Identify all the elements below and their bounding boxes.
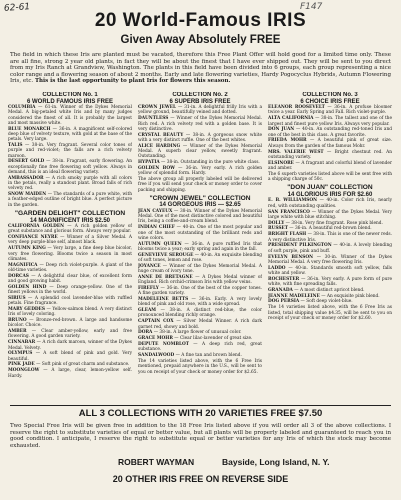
iris-entry: MAGNIFICA — Deep rich violet-purple. A giant of the old-time varieties. [8, 262, 132, 273]
item-list [268, 105, 392, 171]
iris-entry: CONFIANCE NEYRE — Winner of a Silver Medal. A very deep purple-blue self, almost black. [8, 235, 132, 246]
iris-description: Bronze-red-brown. A large and handsome bicolor. Choice. [8, 318, 132, 329]
iris-entry: CALIFORNIA GOLDEN — A rich golden yellow of great substance and glorious form. Always very popular. [8, 224, 132, 235]
iris-name: PRESIDENT PILKINGTON [268, 243, 332, 249]
iris-entry: PINK JADE — Soft pink of great charm and substance. [8, 362, 130, 368]
intro-emphasis: This is the last opportunity to plant Iris for flowers this season. [34, 78, 231, 85]
iris-description: A fine tan and brown blend. [181, 353, 242, 359]
item-list [8, 224, 132, 379]
iris-name: CONFIANCE NEYRE [8, 235, 58, 241]
iris-description: 38-in. Very fragrant. Several color tones of purple and red-violet; the falls are a rich velvety maroon. [8, 143, 132, 159]
iris-name: BLUE MONARCH [8, 126, 51, 132]
item-list [138, 209, 262, 358]
iris-entry: COLUMBIA — 61-in. Winner of the Dykes Memorial Medal. A big-petaled white Iris and by many judges considered the finest of all. It is probably the largest and most massive white. [8, 105, 132, 126]
iris-entry: CRYSTAL BEAUTY — 38-in. A gorgeous snow white with a very distinct ruffle. One of the best whites. [138, 132, 262, 143]
iris-entry: RUSSET — 36-in. A beautiful red-brown blend. [268, 226, 372, 232]
iris-description: A rich dark maroon, winner of the Dykes Medal. Velvety. [8, 340, 132, 351]
iris-entry: SNOW MAIDEN — The standards of a pure white, with a feather-edged outline of bright blue. A perfect picture in the garden. [8, 192, 132, 208]
offer-note: The above group all properly labeled will be delivered free if you will send your check or money order to cover packing and shipping. [138, 177, 262, 193]
iris-entry: EVELYN BENSON — 30-in. Winner of the Dykes Memorial Medal. A very free flowering Iris. [268, 254, 392, 265]
iris-name: EVELYN BENSON [268, 254, 314, 260]
iris-description: A deep rich red, great substance. [138, 342, 262, 353]
iris-entry: MADELEINE BETTS — 36-in. Early. A very lovely blend of pink and old rose, with a wide spread. [138, 297, 262, 308]
iris-description: Yellow-salmon blend. A very distinct Iris of lovely coloring. [8, 307, 132, 318]
iris-name: GRANADA [268, 287, 293, 293]
iris-name: CROWN JEWEL [138, 105, 176, 111]
iris-name: PINK JADE [8, 362, 35, 368]
iris-name: COLUMBIA [8, 105, 36, 111]
iris-entry: HYPATIA — 38-in. Outstanding in the pure white class. [138, 160, 260, 166]
iris-description: A splendid cool lavender-blue with ruffled petals. Fine fragrance. [8, 295, 132, 307]
iris-entry: AMBASSADOR — A rich smoky purple with all colors in the petals, really a standout plant. Broad falls of rich velvety red. [8, 175, 132, 192]
iris-description: 38-in. This is one of the newer reds. A very distinctive Iris. [268, 232, 392, 243]
iris-entry: DON JUAN — 40-in. An outstanding red-toned Iris and one of the best in this class. A great favorite. [268, 127, 392, 138]
offer-note: The 14 varieties listed above, with the 6 Free Iris mentioned, prepaid anywhere in the U.S., will be sent to you on receipt of your check or money order for $2.65. [138, 359, 262, 375]
iris-entry: JEANNE MADELEINE — An exquisite pink blend. [268, 293, 380, 299]
collection-column-1 [8, 92, 132, 404]
iris-name: ELEANOR ROOSEVELT [268, 105, 325, 111]
iris-name: JOYANCE [138, 263, 161, 269]
iris-name: GOLDEN BOW [138, 165, 175, 171]
iris-entry: ELEANOR ROOSEVELT — 36-in. A profuse bloomer twice a year. Early Spring and Fall. Rich violet-purple. [268, 105, 392, 116]
iris-entry: GOLDEN HIND — Deep orange-yellow. One of the finest yellows in the world. [8, 284, 132, 296]
iris-entry: FIREFLY — 36-in. One of the best of the copper tones. A fine garden variety. [138, 286, 262, 297]
iris-description: 36-in. Very early. A pure form of pure white, with fine spreading falls. [268, 276, 392, 287]
iris-entry: AUTUMN QUEEN — 36-in. A pure ruffled Iris that blooms twice a year; early spring and again in the fall. [138, 241, 262, 252]
handwritten-note: 62-61 [3, 2, 31, 14]
iris-description: 31-in. A delightful frilly Iris with a yellow ground, beautifully veined and dotted. [138, 105, 262, 116]
iris-description: The standards of a pure white, with a feather-edged outline of bright blue. A perfect picture in the garden. [8, 192, 132, 208]
iris-description: A rich golden yellow of great substance and glorious form. Always very popular. [8, 224, 132, 235]
iris-name: DEPUTE NOMBLOT [138, 342, 189, 348]
iris-entry: BRUNO — Bronze-red-brown. A large and handsome bicolor. Choice. [8, 318, 132, 329]
iris-name: MAGNIFICA [8, 262, 38, 268]
iris-name: MOONGLOW [8, 368, 40, 374]
iris-description: A delightful clear blue, of excellent form and good growing habit. [8, 273, 132, 284]
iris-description: Winner of the Dykes Memorial Medal. A superb clear yellow, sweetly fragrant. Outstanding. [138, 143, 262, 160]
iris-description: A most distinct apricot blend. [299, 287, 365, 293]
bundle-offer-heading: ALL 3 COLLECTIONS WITH 20 VARIETIES FREE $7.50 [78, 408, 323, 419]
iris-entry: GOLDEN BOW — 36-in. Very early. A rich golden yellow of splendid form. Hardy. [138, 165, 262, 177]
divider [10, 405, 391, 406]
iris-description: A large, clear, lemon-yellow self. Hardy. [8, 368, 132, 379]
iris-description: 36-in. A pure ruffled Iris that blooms twice a year; early spring and again in the fall. [138, 241, 262, 252]
iris-description: Clear amber-yellow, early and free flowering. A good garden variety. [8, 329, 132, 340]
iris-entry: MOONGLOW — A large, clear, lemon-yellow self. Hardy. [8, 368, 132, 379]
iris-description: 40-in. An exquisite blending of soft tones, lemon and rose. [138, 252, 262, 263]
iris-entry: GLEAM — 38-in. A distinct red-blue, the color pronounced blending richly orange. [138, 308, 262, 319]
iris-entry: GRANADA — A most distinct apricot blend. [268, 287, 365, 293]
iris-name: E. B. WILLIAMSON [268, 198, 318, 204]
iris-entry: DORCAS — A delightful clear blue, of excellent form and good growing habit. [8, 273, 132, 284]
iris-entry: DORA — 38-in. A large flower of unusual color. [138, 330, 242, 336]
iris-entry: E. B. WILLIAMSON — 40-in. Color rich Iris, nearly red, with outstanding qualities. [268, 198, 392, 209]
iris-description: A soft blend of pink and gold. Very beautiful. [8, 351, 132, 362]
iris-description: 30-in. Winner of the Dykes Memorial Medal. A very free flowering Iris. [268, 254, 392, 265]
iris-description: 40-in. A lovely blending of soft purple, pink and buff. [268, 243, 392, 254]
iris-name: BRUNO [8, 318, 27, 324]
iris-description: 40-in. An outstanding red-toned Iris and one of the best in this class. A great favorite. [268, 127, 392, 138]
iris-name: CALIFORNIA GOLDEN [8, 224, 65, 230]
iris-entry: MRS. VALERIE WEST — Bright chestnut red. An outstanding variety. [268, 149, 392, 160]
iris-name: RUSSET [268, 226, 288, 232]
iris-entry: AUTUMN KING — Very large, a fine deep blue bicolor, very free flowering. Blooms twice a season in most climates. [8, 246, 132, 262]
iris-description: Silver Medal Winner. A rich dark garnet red, showy and bold. [138, 319, 262, 330]
iris-name: AMBER [8, 329, 27, 335]
iris-entry: TALIS — 38-in. Very fragrant. Several color tones of purple and red-violet; the falls are a rich velvety maroon. [8, 143, 132, 159]
iris-name: SIRIUS [8, 295, 26, 301]
iris-name: AMBASSADOR [8, 175, 44, 181]
iris-name: GENEVIEVE SEROUGE [138, 252, 194, 258]
iris-entry: SAN FRANCISCO — Winner of the Dykes Medal. Very large white with blue stitching. [268, 209, 392, 220]
intro-paragraph [10, 52, 391, 85]
iris-entry: DESERT GOLD — 38-in. Fragrant, early flowering. An exceptionally fine free flowering soft yellow. Always in demand, this is an ideal flowering variety. [8, 159, 132, 175]
iris-name: DOLLY [268, 220, 285, 226]
iris-name: DESERT GOLD [8, 159, 45, 165]
iris-description: 38-in. A gorgeous snow white with a very distinct ruffle. One of the best whites. [138, 132, 262, 143]
iris-name: CINNABAR [8, 340, 36, 346]
iris-description: 40-in. Standards smooth soft yellow, falls white and yellow. [268, 265, 392, 276]
iris-description: 38-in. Winner of the Dykes Memorial Medal. One of the most distinctive colored and beautiful Iris, being a coffee-and-cream blend. [138, 208, 262, 225]
iris-description: Deep rich violet-purple. A giant of the old-time varieties. [8, 262, 132, 273]
iris-name: SANDALWOOD [138, 353, 175, 359]
iris-name: LADDO [268, 265, 286, 271]
iris-name: CAPTAIN COX [138, 319, 174, 325]
iris-name: OLYMPUS [8, 351, 33, 357]
iris-entry: SANDALWOOD — A fine tan and brown blend. [138, 353, 242, 359]
iris-description: Clear lilac-lavender of great size. [179, 336, 253, 342]
iris-entry: ALTA CALIFORNIA — 38-in. The tallest and one of the largest and finest pure yellow Iris. Always very popular. [268, 116, 392, 127]
collection-column-3 [268, 92, 392, 404]
iris-entry: CINNABAR — A rich dark maroon, winner of the Dykes Medal. Velvety. [8, 340, 132, 351]
iris-description: Winner of a Silver Medal. A very deep purple-blue self, almost black. [8, 235, 132, 246]
iris-name: AUTUMN KING [8, 246, 46, 252]
column-heading: COLLECTION No. 2 [172, 92, 228, 98]
iris-name: JEANNE MADELEINE [268, 293, 320, 299]
iris-entry: AMBER — Clear amber-yellow, early and free flowering. A good garden variety. [8, 329, 132, 340]
iris-description: Soft deep violet-blue. [306, 299, 353, 305]
iris-name: GRACE MOHR [138, 336, 173, 342]
iris-entry: INDIAN CHIEF — 40-in. One of the most popular and one of the most outstanding of the brilliant reds and wine colors. [138, 225, 262, 241]
iris-entry: BLUE MONARCH — 36-in. A magnificent self-colored deep blue of velvety texture, with gold at the base of the petals. Very large. [8, 126, 132, 143]
bundle-offer-text: Two Special Free Iris will be given free in addition to the 18 Free Iris listed above if you will order all 3 of the above collections. I reserve the right to substitute varieties of equal or better value, but all plants will be properly labeled and guaranteed to reach you in good condition. I anticipate, I reserve the right to substitute equal or better varieties for any Iris of which the stock may become exhausted. [10, 423, 391, 449]
iris-name: BRIGHT FLASH [268, 232, 307, 238]
iris-description: Bright chestnut red. An outstanding variety. [268, 149, 392, 160]
iris-name: HYPATIA [138, 160, 160, 166]
offer-note: The 6 superb varieties listed above will be sent free with a shipping charge of 50c. [268, 171, 392, 182]
iris-description: 38-in. Fragrant, early flowering. An exceptionally fine free flowering soft yellow. Always in demand, this is an ideal flowering variety. [8, 159, 132, 175]
iris-entry: PRESIDENT PILKINGTON — 40-in. A lovely blending of soft purple, pink and buff. [268, 243, 392, 254]
iris-description: 40-in. Color rich Iris, nearly red, with outstanding qualities. [268, 198, 392, 209]
iris-name: GLEAM [138, 308, 157, 314]
iris-name: DAUNTLESS [138, 116, 169, 122]
iris-description: 36-in. A magnificent self-colored deep blue of velvety texture, with gold at the base of the petals. Very large. [8, 126, 132, 143]
column-heading: COLLECTION No. 1 [42, 92, 98, 98]
iris-description: 36-in. A beautiful red-brown blend. [294, 226, 372, 232]
iris-description: Winner of the Dykes Memorial Medal. Rich red. A rich velvety red with a golden base. It is very distinctive. [138, 116, 262, 132]
iris-entry: JOYANCE — Winner of the Dykes Memorial Medal. A huge cream of ivory tone. [138, 263, 262, 275]
iris-entry: GRACE MOHR — Clear lilac-lavender of great size. [138, 336, 253, 342]
column-subheading: 6 SUPERB IRIS FREE [169, 98, 231, 105]
iris-entry: CROWN JEWEL — 31-in. A delightful frilly Iris with a yellow ground, beautifully veined and dotted. [138, 105, 262, 116]
iris-name: GOLDEN HIND [8, 284, 47, 290]
iris-entry: FRIEDA MOHR — A beautiful pink of great size. Always from the garden of the famous Mohr. [268, 138, 392, 149]
iris-entry: DOG PERSIA — Soft deep violet-blue. [268, 299, 353, 305]
iris-description: 38-in. Very fine fragrant. Rose pink blend. [291, 220, 383, 226]
collection-column-2 [138, 92, 262, 404]
iris-description: 38-in. The tallest and one of the largest and finest pure yellow Iris. Always very popular. [268, 116, 392, 127]
iris-name: MRS. VALERIE WEST [268, 149, 324, 155]
iris-description: A rich smoky purple with all colors in the petals, really a standout plant. Broad falls of rich velvety red. [8, 175, 132, 192]
iris-name: ANNE DE BRETAGNE [138, 274, 193, 280]
iris-name: ALTA CALIFORNIA [268, 116, 314, 122]
iris-name: ROCHESTER [268, 276, 300, 282]
page-subtitle: Given Away Absolutely FREE [120, 34, 281, 46]
iris-description: 38-in. Outstanding in the pure white class. [166, 160, 260, 166]
iris-description: 40-in. One of the most popular and one of the most outstanding of the brilliant reds and wine colors. [138, 225, 262, 241]
iris-entry: JEAN CAYEUX — 38-in. Winner of the Dykes Memorial Medal. One of the most distinctive colored and beautiful Iris, being a coffee-and-cream blend. [138, 208, 262, 225]
iris-name: DORCAS [8, 273, 29, 279]
iris-entry: ALICE HARDING — Winner of the Dykes Memorial Medal. A superb clear yellow, sweetly fragrant. Outstanding. [138, 143, 262, 160]
offer-note: The 14 varieties listed above, with the 6 Free Iris as listed, total shipping value $4.35, will be sent to you on receipt of your check or money order for $2.60. [268, 305, 392, 321]
seller-name: ROBERT WAYMAN [118, 457, 195, 467]
iris-entry: ELSINORE — A fragrant and colorful blend of lavender and amber. [268, 160, 392, 171]
iris-name: SAN FRANCISCO [268, 209, 310, 215]
iris-description: Very large, a fine deep blue bicolor, very free flowering. Blooms twice a season in most climates. [8, 246, 132, 262]
iris-description: 61-in. Winner of the Dykes Memorial Medal. A big-petaled white Iris and by many judges considered the finest of all. It is probably the largest and most massive white. [8, 105, 132, 126]
iris-description: An exquisite pink blend. [326, 293, 380, 299]
collection-price: 14 MAGNIFICENT IRIS $2.50 [29, 217, 111, 224]
collection-price: 14 GLORIOUS IRIS FOR $2.60 [287, 191, 373, 198]
iris-name: ALICE HARDING [138, 143, 181, 149]
iris-description: 36-in. Early. A very lovely blend of pink and old rose, with a wide spread. [138, 297, 262, 308]
iris-name: TALIS [8, 143, 23, 149]
iris-name: DOG PERSIA [268, 299, 300, 305]
iris-entry: MARY GEDDES — Yellow-salmon blend. A very distinct Iris of lovely coloring. [8, 307, 132, 318]
page-title: 20 World-Famous IRIS [94, 10, 307, 31]
seller-address: Bayside, Long Island, N. Y. [222, 457, 330, 467]
iris-entry: OLYMPUS — A soft blend of pink and gold. Very beautiful. [8, 351, 132, 362]
iris-description: 38-in. A distinct red-blue, the color pronounced blending richly orange. [138, 308, 262, 319]
iris-name: SNOW MAIDEN [8, 192, 47, 198]
collection-title: "CROWN JEWEL" COLLECTION [149, 194, 251, 202]
iris-name: MADELEINE BETTS [138, 297, 189, 303]
column-subheading: 6 CHOICE IRIS FREE [300, 98, 360, 105]
iris-name: CRYSTAL BEAUTY [138, 132, 184, 138]
iris-description: Soft pink of great charm and substance. [41, 362, 130, 368]
iris-name: DON JUAN [268, 127, 295, 133]
iris-name: JEAN CAYEUX [138, 208, 173, 214]
iris-entry: DOLLY — 38-in. Very fine fragrant. Rose pink blend. [268, 220, 383, 226]
item-list [268, 198, 392, 304]
iris-description: 36-in. Very early. A rich golden yellow of splendid form. Hardy. [138, 165, 262, 177]
iris-name: FIREFLY [138, 286, 159, 291]
iris-name: ELSINORE [268, 160, 294, 166]
iris-description: 36-in. A profuse bloomer twice a year. Early Spring and Fall. Rich violet-purple. [268, 105, 392, 116]
iris-description: A fragrant and colorful blend of lavender and amber. [268, 160, 392, 171]
iris-entry: DEPUTE NOMBLOT — A deep rich red, great substance. [138, 342, 262, 353]
iris-entry: ANNE DE BRETAGNE — A Dykes Medal winner of England. Rich orchid-crimson Iris with yellow veins. [138, 274, 262, 286]
collection-price: 14 GORGEOUS IRIS — $2.65 [159, 202, 241, 209]
iris-description: 36-in. One of the best of the copper tones. A fine garden variety. [138, 286, 262, 297]
collections-columns [8, 92, 393, 404]
iris-entry: GENEVIEVE SEROUGE — 40-in. An exquisite blending of soft tones, lemon and rose. [138, 252, 262, 263]
iris-entry: LADDO — 40-in. Standards smooth soft yellow, falls white and yellow. [268, 265, 392, 276]
iris-name: AUTUMN QUEEN [138, 241, 182, 247]
column-heading: COLLECTION No. 3 [302, 92, 358, 98]
iris-description: 38-in. A large flower of unusual color. [159, 330, 242, 336]
intro-text: The field in which these Iris are planted must be vacated, therefore this Free Plant Offer will hold good for a limited time only. These are all fine, strong 2 year old plants, in fact they will be about the finest that I have ever shipped out. They will be sent to you direct from my Iris Ranch at Grandview, Washington. The plants in this field have been divided into 6 groups, each group representing a nice color range and a flowering season of about 2 months. Early and late flowering varieties, Hardy Pogocyclus Hybrids, Autumn Flowering Iris, etc. [10, 52, 391, 85]
iris-entry: CAPTAIN COX — Silver Medal Winner. A rich dark garnet red, showy and bold. [138, 319, 262, 330]
iris-name: INDIAN CHIEF [138, 225, 175, 231]
iris-name: MARY GEDDES [8, 307, 46, 312]
iris-description: Deep orange-yellow. One of the finest yellows in the world. [8, 284, 132, 296]
iris-description: Winner of the Dykes Medal. Very large white with blue stitching. [268, 209, 392, 220]
column-subheading: 6 WORLD FAMOUS IRIS FREE [26, 98, 113, 105]
pencil-note: F147 [300, 2, 323, 12]
footer-note: 20 OTHER IRIS FREE ON REVERSE SIDE [112, 474, 289, 484]
iris-entry: DAUNTLESS — Winner of the Dykes Memorial Medal. Rich red. A rich velvety red with a golden base. It is very distinctive. [138, 116, 262, 132]
item-list [8, 105, 132, 208]
iris-entry: ROCHESTER — 36-in. Very early. A pure form of pure white, with fine spreading falls. [268, 276, 392, 287]
iris-description: A Dykes Medal winner of England. Rich orchid-crimson Iris with yellow veins. [138, 274, 262, 286]
iris-name: DORA [138, 330, 153, 336]
iris-description: A beautiful pink of great size. Always from the garden of the famous Mohr. [268, 138, 392, 149]
iris-entry: SIRIUS — A splendid cool lavender-blue with ruffled petals. Fine fragrance. [8, 295, 132, 307]
collection-title: "DON JUAN" COLLECTION [287, 184, 373, 192]
collection-title: "GARDEN DELIGHT" COLLECTION [14, 209, 126, 217]
iris-name: FRIEDA MOHR [268, 138, 307, 144]
iris-entry: BRIGHT FLASH — 38-in. This is one of the newer reds. A very distinctive Iris. [268, 232, 392, 243]
item-list [138, 105, 262, 176]
iris-description: Winner of the Dykes Memorial Medal. A huge cream of ivory tone. [138, 263, 262, 275]
